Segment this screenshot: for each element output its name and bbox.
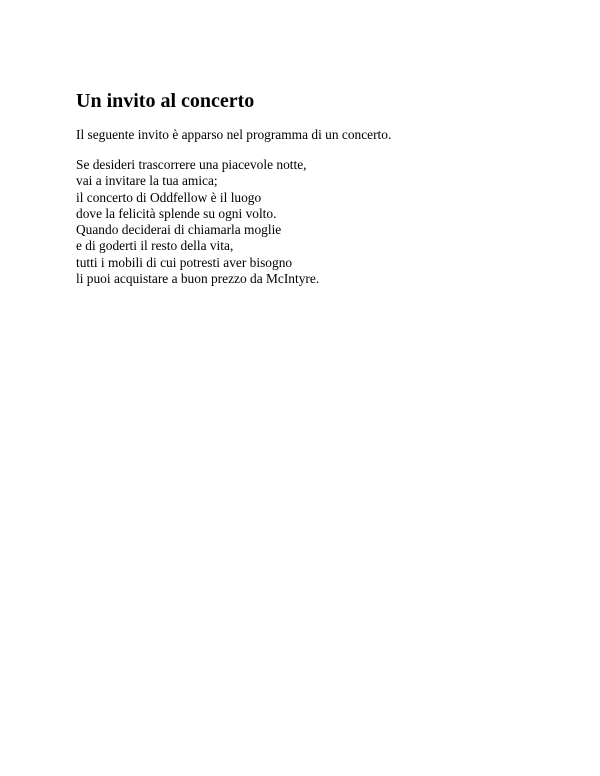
poem-line: Quando deciderai di chiamarla moglie [76, 222, 282, 238]
poem-line: tutti i mobili di cui potresti aver bisogno [76, 254, 293, 270]
poem-line: vai a invitare la tua amica; [76, 173, 218, 189]
poem-line: Se desideri trascorrere una piacevole notte, [76, 157, 307, 172]
document-page [76, 89, 556, 287]
intro-paragraph: Il seguente invito è apparso nel programma di un concerto. [76, 127, 392, 142]
page-title: Un invito al concerto [76, 90, 255, 112]
poem-line: il concerto di Oddfellow è il luogo [76, 189, 262, 205]
poem-line: li puoi acquistare a buon prezzo da McIntyre. [76, 271, 320, 287]
poem [76, 157, 556, 287]
poem-line: dove la felicità splende su ogni volto. [76, 205, 277, 221]
poem-line: e di goderti il resto della vita, [76, 238, 234, 254]
